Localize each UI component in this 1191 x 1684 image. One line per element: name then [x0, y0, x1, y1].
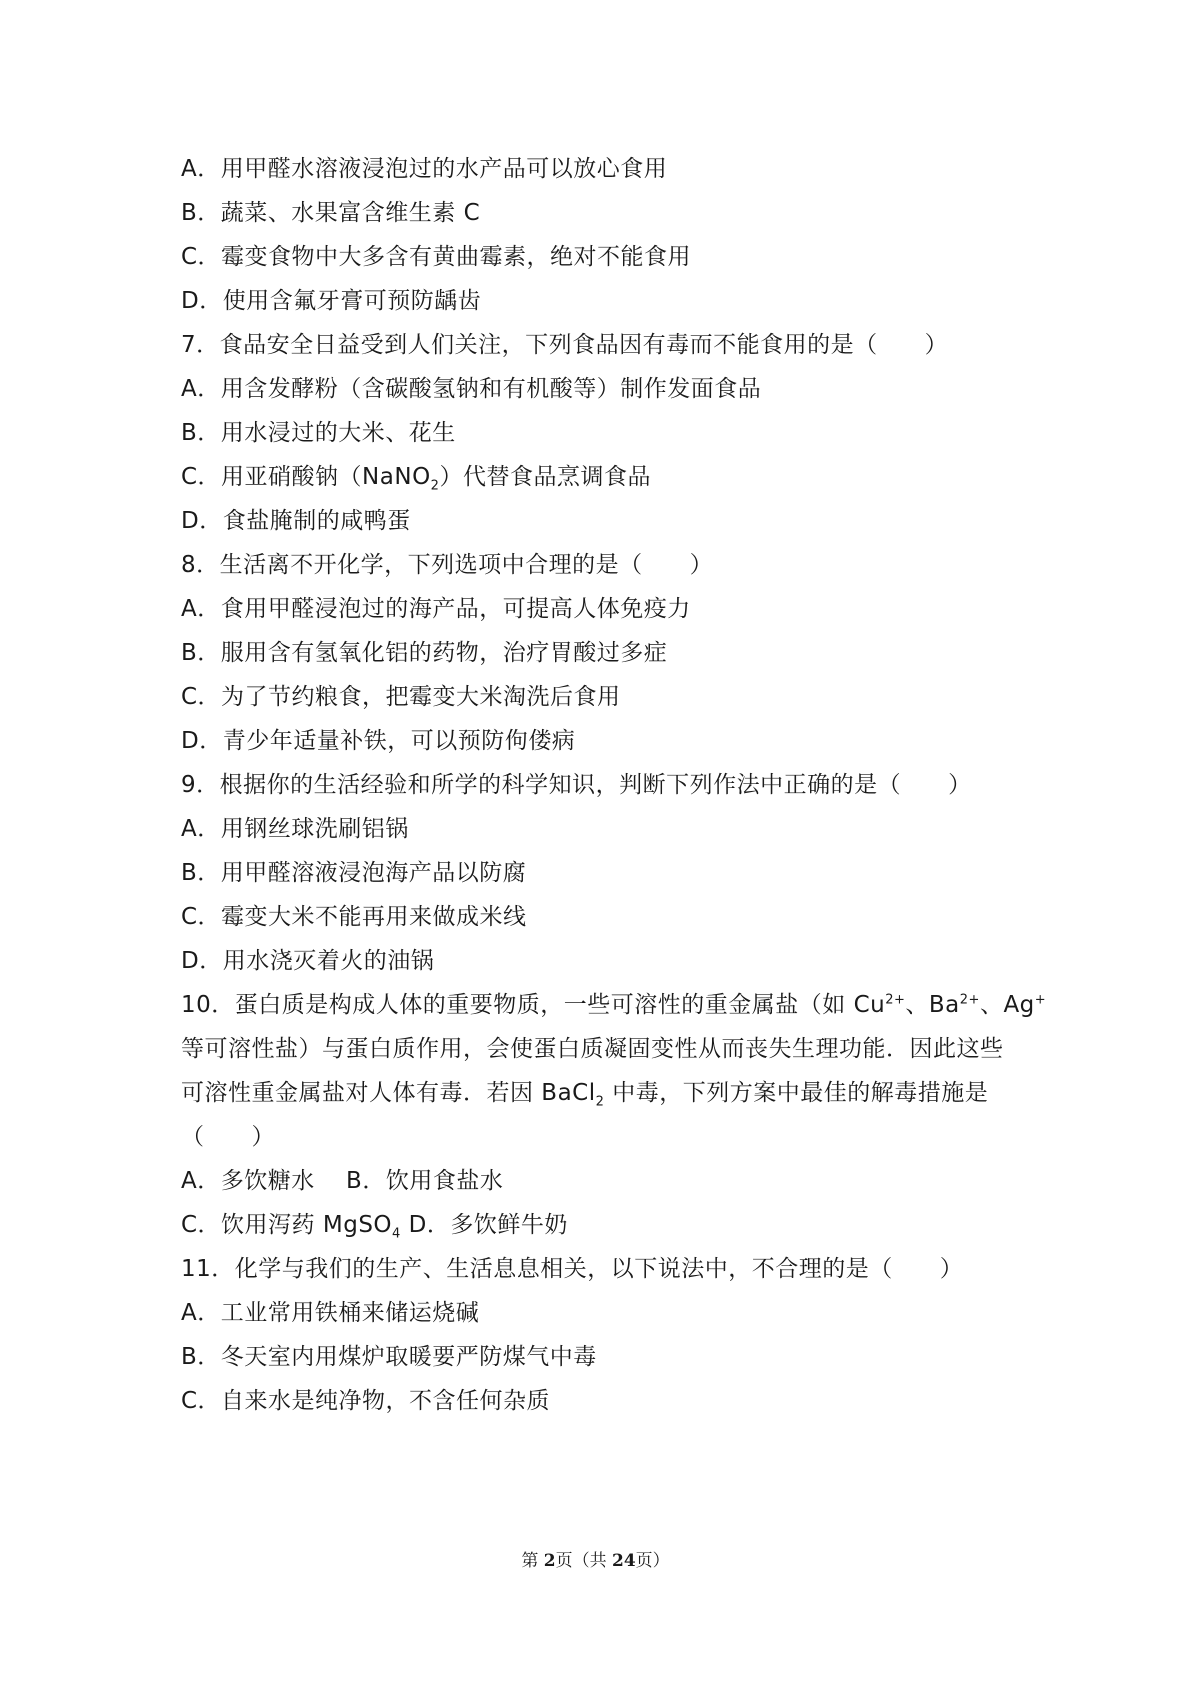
q6-option-c: C．霉变食物中大多含有黄曲霉素，绝对不能食用 — [181, 244, 692, 270]
footer-page-number: 2 — [543, 1551, 556, 1571]
q10-text-5: 中毒，下列方案中最佳的解毒措施是 — [604, 1080, 989, 1106]
q6-option-a: A．用甲醛水溶液浸泡过的水产品可以放心食用 — [181, 156, 668, 182]
q10-stem-line-2: 等可溶性盐）与蛋白质作用，会使蛋白质凝固变性从而丧失生理功能．因此这些 — [181, 1036, 1004, 1062]
q9-option-b: B．用甲醛溶液浸泡海产品以防腐 — [181, 860, 527, 886]
q7-option-c — [181, 462, 651, 492]
q9-option-c: C．霉变大米不能再用来做成米线 — [181, 904, 527, 930]
q10-option-d-text: D．多饮鲜牛奶 — [400, 1212, 568, 1238]
q10-stem-line-3 — [181, 1078, 988, 1108]
q8-option-c: C．为了节约粮食，把霉变大米淘洗后食用 — [181, 684, 621, 710]
q9-stem: 9．根据你的生活经验和所学的科学知识，判断下列作法中正确的是（ ） — [181, 772, 972, 798]
q7-option-d: D．食盐腌制的咸鸭蛋 — [181, 508, 411, 534]
footer-suffix: 页） — [635, 1551, 670, 1571]
q7-option-b: B．用水浸过的大米、花生 — [181, 420, 456, 446]
q10-subscript-bacl2: 2 — [595, 1094, 605, 1110]
q7-option-a: A．用含发酵粉（含碳酸氢钠和有机酸等）制作发面食品 — [181, 376, 762, 402]
q7-stem: 7．食品安全日益受到人们关注，下列食品因有毒而不能食用的是（ ） — [181, 332, 949, 358]
q10-options-cd — [181, 1210, 568, 1240]
q10-superscript-ba: 2+ — [959, 992, 980, 1008]
q11-option-b: B．冬天室内用煤炉取暖要严防煤气中毒 — [181, 1344, 597, 1370]
q8-option-b: B．服用含有氢氧化铝的药物，治疗胃酸过多症 — [181, 640, 668, 666]
q6-option-b: B．蔬菜、水果富含维生素 C — [181, 200, 481, 226]
page-footer — [0, 1549, 1191, 1573]
footer-total-pages: 24 — [611, 1551, 636, 1571]
q8-option-d: D．青少年适量补铁，可以预防佝偻病 — [181, 728, 576, 754]
q7-option-c-text: C．用亚硝酸钠（NaNO — [181, 464, 431, 490]
q9-option-d: D．用水浇灭着火的油锅 — [181, 948, 435, 974]
q10-subscript-mgso4: 4 — [392, 1226, 401, 1242]
q10-options-ab: A．多饮糖水 B．饮用食盐水 — [181, 1168, 504, 1194]
q10-superscript-cu: 2+ — [885, 992, 906, 1008]
q8-stem: 8．生活离不开化学，下列选项中合理的是（ ） — [181, 552, 714, 578]
q10-text-3: 、Ag — [979, 992, 1035, 1018]
q8-option-a: A．食用甲醛浸泡过的海产品，可提高人体免疫力 — [181, 596, 691, 622]
footer-prefix: 第 — [521, 1551, 544, 1571]
q11-stem: 11．化学与我们的生产、生活息息相关，以下说法中，不合理的是（ ） — [181, 1256, 964, 1282]
q6-option-d: D．使用含氟牙膏可预防龋齿 — [181, 288, 482, 314]
q7-option-c-text-end: ）代替食品烹调食品 — [439, 464, 651, 490]
q10-stem-line-4: （ ） — [181, 1124, 275, 1150]
q10-option-c-text: C．饮用泻药 MgSO — [181, 1212, 393, 1238]
q10-text-1: 10．蛋白质是构成人体的重要物质，一些可溶性的重金属盐（如 Cu — [181, 992, 886, 1018]
q10-text-2: 、Ba — [905, 992, 960, 1018]
q11-option-c: C．自来水是纯净物，不含任何杂质 — [181, 1388, 551, 1414]
q10-stem-line-1 — [181, 990, 1046, 1020]
footer-middle: 页（共 — [555, 1551, 612, 1571]
q9-option-a: A．用钢丝球洗刷铝锅 — [181, 816, 409, 842]
q7-option-c-subscript: 2 — [430, 478, 440, 494]
q10-text-4: 可溶性重金属盐对人体有毒．若因 BaCl — [181, 1080, 596, 1106]
q10-superscript-ag: + — [1034, 992, 1047, 1008]
q11-option-a: A．工业常用铁桶来储运烧碱 — [181, 1300, 480, 1326]
